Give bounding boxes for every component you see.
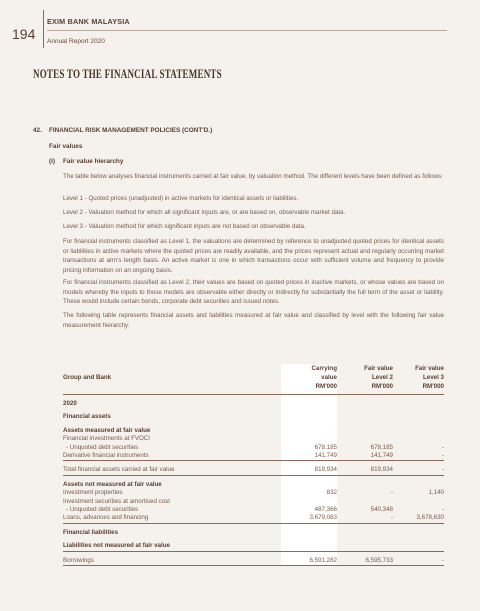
section-subtitle: Fair values — [49, 143, 83, 150]
unquoted-debt-label: - Unquoted debt securities — [66, 443, 139, 451]
unquoted-debt-level3: - — [441, 443, 444, 451]
bank-name: EXIM BANK MALAYSIA — [47, 17, 130, 26]
financial-liabilities-heading: Financial liabilities — [63, 528, 119, 536]
page-number: 194 — [12, 26, 36, 42]
notes-title: NOTES TO THE FINANCIAL STATEMENTS — [33, 67, 222, 81]
borrowings-level3: - — [393, 557, 444, 566]
table-row — [63, 427, 444, 435]
table-header-label: Group and Bank — [63, 374, 112, 381]
col-level2-2: Level 2 — [372, 374, 393, 381]
liab-not-fv-heading: Liabilities not measured at fair value — [63, 542, 281, 551]
table-row — [63, 413, 444, 421]
table-row — [63, 498, 444, 506]
table-row — [63, 529, 444, 537]
table-header-row-1 — [63, 364, 444, 373]
table-header-row-2 — [63, 373, 444, 382]
inv-amortised-label: Investment securities at amortised cost — [63, 497, 170, 505]
unquoted-debt-level2: 678,185 — [370, 443, 393, 451]
derivatives-level3: - — [393, 452, 444, 461]
inv-properties-level3: 1,140 — [428, 489, 444, 497]
table-row — [63, 506, 444, 514]
derivatives-level2: 141,749 — [337, 452, 393, 461]
financial-assets-heading: Financial assets — [63, 413, 111, 421]
paragraph-level1-valuation: For financial instruments classified as Level 1, the valuations are determined by reference to unadjusted quoted prices for identical assets or liabilities in active markets where the quoted prices are readily available, and the prices represent actual and regularly occurring market transactions at arm's length basis. An active market is one in which transactions occur with sufficient volume and frequency to provide pricing information on an ongoing basis. — [63, 238, 444, 274]
loans-carrying: 3,679,083 — [281, 514, 337, 523]
unquoted-debt2-level2: 540,348 — [370, 506, 393, 514]
table-row — [63, 435, 444, 443]
derivatives-label: Derivative financial instruments — [63, 452, 281, 461]
table-header-row-3 — [63, 382, 444, 391]
unquoted-debt2-label: - Unquoted debt securities — [66, 506, 139, 514]
col-level3-3: RM'000 — [422, 383, 444, 390]
paragraph-level1: Level 1 - Quoted prices (unadjusted) in active markets for identical assets or liabilities. — [63, 195, 299, 202]
unquoted-debt-carrying: 678,185 — [314, 443, 337, 451]
table-row — [63, 400, 444, 408]
assets-fv-heading: Assets measured at fair value — [63, 426, 151, 434]
unquoted-debt2-carrying: 487,366 — [314, 506, 337, 514]
paragraph-table-intro: The following table represents financial assets and liabilities measured at fair value and classified by level with the following fair value measurement hierarchy: — [63, 312, 444, 329]
total-fa-label: Total financial assets carried at fair value — [63, 466, 281, 475]
section-title: FINANCIAL RISK MANAGEMENT POLICIES (CONT'D.) — [49, 127, 213, 134]
header-divider — [43, 10, 44, 48]
col-level2-1: Fair value — [364, 365, 393, 372]
borrowings-carrying: 6,591,282 — [281, 557, 337, 566]
section-number: 42. — [33, 127, 42, 134]
subsection-number: (i) — [49, 158, 56, 165]
paragraph-level2-valuation: For financial instruments classified as Level 2, their values are based on quoted prices in inactive markets, or whose values are based on models whereby the inputs to those models are observable either directly or indirectly for substantially the full term of the asset or liability. These would include certain bonds, corporate debt securities and issued notes. — [63, 279, 444, 305]
paragraph-level2: Level 2 - Valuation method for which all significant inputs are, or are based on, observable market data. — [63, 209, 346, 216]
table-row — [63, 542, 444, 551]
table-row — [63, 452, 444, 461]
paragraph-intro: The table below analyses financial instruments carried at fair value, by valuation method. The different levels have been defined as follows: — [63, 173, 443, 180]
borrowings-label: Borrowings — [63, 557, 281, 566]
loans-label: Loans, advances and financing — [63, 514, 281, 523]
col-level3-1: Fair value — [415, 365, 444, 372]
table-row — [63, 466, 444, 475]
total-fa-level2: 819,934 — [337, 466, 393, 475]
subsection-title: Fair value hierarchy — [63, 158, 124, 165]
col-carrying-1: Carrying — [311, 365, 337, 372]
report-title: Annual Report 2020 — [47, 38, 105, 45]
loans-level3: 3,678,630 — [393, 514, 444, 523]
inv-properties-label: Investment properties — [63, 489, 123, 497]
col-level2-3: RM'000 — [371, 383, 393, 390]
year-label: 2020 — [63, 400, 77, 407]
table-row — [63, 514, 444, 523]
paragraph-level3: Level 3 - Valuation method for which significant inputs are not based on observable data. — [63, 223, 306, 230]
unquoted-debt2-level3: - — [441, 506, 444, 514]
assets-not-fv-heading: Assets not measured at fair value — [63, 480, 162, 488]
table-row — [63, 481, 444, 489]
loans-level2: - — [337, 514, 393, 523]
fvoci-label: Financial investments at FVOCI — [63, 435, 150, 443]
col-level3-2: Level 3 — [423, 374, 444, 381]
fair-value-table — [63, 364, 444, 566]
inv-properties-carrying: 832 — [326, 489, 337, 497]
table-row — [63, 489, 444, 497]
col-carrying-3: RM'000 — [315, 383, 337, 390]
table-row — [63, 557, 444, 566]
derivatives-carrying: 141,749 — [281, 452, 337, 461]
total-fa-level3: - — [393, 466, 444, 475]
borrowings-level2: 6,595,733 — [337, 557, 393, 566]
col-carrying-2: value — [321, 374, 337, 381]
table-row — [63, 444, 444, 452]
inv-properties-level2: - — [390, 489, 393, 497]
total-fa-carrying: 819,934 — [281, 466, 337, 475]
header-rule — [47, 30, 447, 31]
